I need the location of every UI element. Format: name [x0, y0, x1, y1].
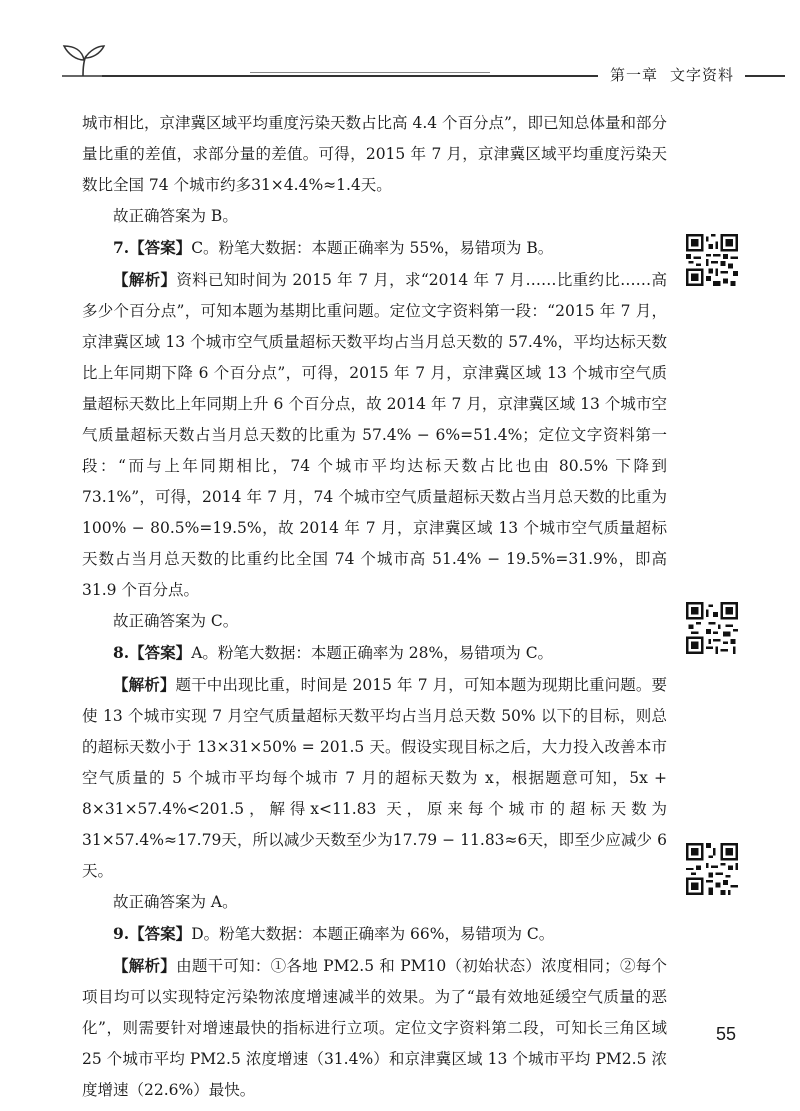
answer-line: 故正确答案为 B。 — [113, 207, 238, 225]
question-8-answer — [82, 637, 667, 669]
question-8-explanation — [82, 669, 667, 887]
explanation-text: 由题干可知：①各地 PM2.5 和 PM10（初始状态）浓度相同；②每个项目均可以实现特定污染物浓度增速减半的效果。为了“最有效地延缓空气质量的恶化”，则需要针对增速最快的指标进行立项。定位文字资料第二段，可知长三角区域 25 个城市平均 PM2.5 浓度增速（31.4%）和京津冀区域 13 个城市平均 PM2.5 浓度增速（22.6%）最快。 — [82, 957, 667, 1099]
qr-code-icon[interactable] — [686, 602, 738, 654]
page-number: 55 — [716, 1024, 737, 1044]
paragraph: 城市相比，京津冀区域平均重度污染天数占比高 4.4 个百分点”，即已知总体量和部分量比重的差值，求部分量的差值。可得，2015 年 7 月，京津冀区域平均重度污染天数比全国 74 个城市约多31×4.4%≈1.4天。 — [82, 114, 667, 194]
chapter-title — [610, 64, 734, 85]
answer-label: 9.【答案】 — [113, 924, 192, 943]
explanation-text: 资料已知时间为 2015 年 7 月，求“2014 年 7 月……比重约比……高多少个百分点”，可知本题为基期比重问题。定位文字资料第一段：“2015 年 7 月，京津冀区域 13 个城市空气质量超标天数平均占当月总天数的 57.4%，平均达标天数比上年同期下降 6 个百分点”，可得，2015 年 7 月，京津冀区域 13 个城市空气质量超标天数比上年同期上升 6 个百分点，故 2014 年 7 月，京津冀区域 13 个城市空气质量超标天数占当月总天数的比重为 57.4% − 6%=51.4%；定位文字资料第一段：“而与上年同期相比，74 个城市平均达标天数占比也由 80.5% 下降到 73.1%”，可得，2014 年 7 月，74 个城市空气质量超标天数占当月总天数的比重为 100% − 80.5%=19.5%，故 2014 年 7 月，京津冀区域 13 个城市空气质量超标天数占当月总天数的比重约比全国 74 个城市高 51.4% − 19.5%=31.9%，即高 31.9 个百分点。 — [82, 271, 667, 599]
question-9-answer — [82, 918, 667, 950]
page-body — [82, 108, 667, 1106]
answer-label: 8.【答案】 — [113, 643, 192, 662]
explanation-label: 【解析】 — [113, 675, 176, 694]
answer-text: D。粉笔大数据：本题正确率为 66%，易错项为 C。 — [191, 925, 555, 943]
answer-text: A。粉笔大数据：本题正确率为 28%，易错项为 C。 — [191, 644, 554, 662]
explanation-text: 题干中出现比重，时间是 2015 年 7 月，可知本题为现期比重问题。要使 13 个城市实现 7 月空气质量超标天数平均占当月总天数 50% 以下的目标，则总的超标天数小于 13×31×50% = 201.5 天。假设实现目标之后，大力投入改善本市空气质量的 5 个城市平均每个城市 7 月的超标天数为 x，根据题意可知，5x + 8×31×57.4%<201.5，解得x<11.83 天，原来每个城市的超标天数为 31×57.4%≈17.79天，所以减少天数至少为17.79 − 11.83≈6天，即至少应减少 6 天。 — [82, 676, 667, 880]
answer-text: C。粉笔大数据：本题正确率为 55%，易错项为 B。 — [191, 239, 554, 257]
sprout-icon — [60, 38, 106, 78]
header-rule-end — [745, 75, 785, 77]
question-9-explanation — [82, 950, 667, 1106]
explanation-label: 【解析】 — [113, 956, 177, 975]
answer-line: 故正确答案为 C。 — [113, 612, 239, 630]
chapter-label: 第一章 — [610, 66, 659, 84]
header-rule-thin — [250, 72, 490, 73]
section-label: 文字资料 — [670, 66, 735, 84]
qr-code-icon[interactable] — [686, 843, 738, 895]
qr-code-icon[interactable] — [686, 234, 738, 286]
header-rule — [102, 75, 598, 77]
explanation-label: 【解析】 — [113, 270, 177, 289]
question-7-explanation — [82, 264, 667, 606]
answer-label: 7.【答案】 — [113, 238, 192, 257]
answer-line: 故正确答案为 A。 — [113, 893, 238, 911]
page-header — [0, 0, 800, 100]
question-7-answer — [82, 232, 667, 264]
